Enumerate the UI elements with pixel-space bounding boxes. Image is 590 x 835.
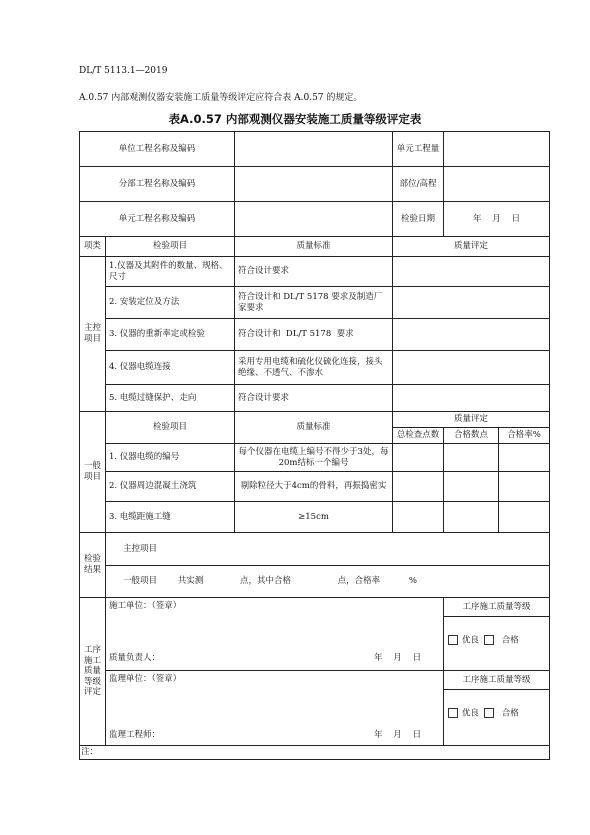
supervision-date: 年 月 日 (374, 730, 422, 741)
main-assessment-5[interactable] (393, 385, 550, 412)
division-project-value[interactable] (235, 167, 393, 202)
construction-grade-title: 工序施工质量等级 (444, 598, 549, 617)
supervision-unit-label: 监理单位：（签章） (109, 674, 182, 684)
supervision-block (106, 671, 444, 746)
general-item-3: 3. 电缆距施工缝 (106, 502, 235, 533)
construction-grade-block (444, 598, 550, 671)
general-qualified-1[interactable] (444, 444, 499, 472)
result-total-text: 共实测 (177, 576, 204, 587)
construction-date: 年 月 日 (374, 653, 422, 664)
main-assessment-4[interactable] (393, 351, 550, 385)
supervision-grade-block (444, 671, 550, 746)
general-item-1: 1. 仪器电缆的编号 (106, 444, 235, 472)
general-standard-3: ≥15cm (235, 502, 393, 533)
result-points-text: 点，其中合格 (239, 576, 291, 587)
element-quantity-label: 单元工程量 (393, 132, 444, 167)
general-total-3[interactable] (393, 502, 444, 533)
general-standard-2: 剔除粒径大于4cm的骨料，再振捣密实 (235, 472, 393, 502)
result-general-label: 一般项目 (123, 576, 158, 587)
main-standard-3: 符合设计和 DL/T 5178 要求 (235, 319, 393, 351)
standard-header: 质量标准 (235, 237, 393, 257)
main-assessment-1[interactable] (393, 257, 550, 287)
general-rate-3[interactable] (499, 502, 550, 533)
general-item-2: 2. 仪器周边混凝土浇筑 (106, 472, 235, 502)
unit-element-label: 单元工程名称及编码 (80, 202, 235, 237)
unit-project-value[interactable] (235, 132, 393, 167)
result-percent-sign: % (408, 576, 417, 587)
supervision-qualified-label: 合格 (501, 708, 519, 719)
note-row: 注： (80, 746, 550, 760)
general-qualified-2[interactable] (444, 472, 499, 502)
main-item-1: 1.仪器及其附件的数量、规格、尺寸 (106, 257, 235, 287)
main-standard-4: 采用专用电缆和硫化仪硫化连接，接头绝缘、不透气、不渗水 (235, 351, 393, 385)
main-standard-1: 符合设计要求 (235, 257, 393, 287)
construction-excellent-label: 优良 (462, 635, 480, 646)
general-assessment-header: 质量评定 (393, 412, 550, 428)
assessment-header: 质量评定 (393, 237, 550, 257)
main-item-3: 3. 仪器的重新率定或检验 (106, 319, 235, 351)
supervision-grade-title: 工序施工质量等级 (444, 671, 549, 690)
sub-header-rate: 合格率% (499, 428, 550, 444)
construction-excellent-checkbox[interactable] (448, 635, 458, 645)
unit-element-value[interactable] (235, 202, 393, 237)
evaluation-label: 工序 施工 质量 等级 评定 (80, 598, 106, 746)
main-standard-5: 符合设计要求 (235, 385, 393, 412)
general-standard-1: 每个仪器在电缆上编号不得少于3处，每20m结标一个编号 (235, 444, 393, 472)
unit-project-label: 单位工程名称及编码 (80, 132, 235, 167)
main-assessment-3[interactable] (393, 319, 550, 351)
main-item-2: 2. 安装定位及方法 (106, 287, 235, 319)
result-rate-text: 点，合格率 (337, 576, 381, 587)
general-rate-1[interactable] (499, 444, 550, 472)
location-value[interactable] (444, 167, 550, 202)
quality-manager-label: 质量负责人： (109, 653, 161, 664)
inspection-date-label: 检验日期 (393, 202, 444, 237)
construction-unit-label: 施工单位：（签章） (109, 601, 182, 611)
table-title: 表A.0.57 内部观测仪器安装施工质量等级评定表 (168, 112, 422, 126)
category-header: 项类 (80, 237, 106, 257)
supervision-qualified-checkbox[interactable] (484, 708, 494, 718)
general-standard-header: 质量标准 (235, 412, 393, 444)
sub-header-qualified: 合格数点 (444, 428, 499, 444)
sub-header-total: 总检查点数 (393, 428, 444, 444)
general-rate-2[interactable] (499, 472, 550, 502)
division-project-label: 分部工程名称及编码 (80, 167, 235, 202)
general-total-2[interactable] (393, 472, 444, 502)
result-main-label: 主控项目 (123, 543, 158, 554)
main-item-4: 4. 仪器电缆连接 (106, 351, 235, 385)
general-item-header: 检验项目 (106, 412, 235, 444)
result-label: 检验 结果 (80, 533, 106, 598)
main-control-label: 主控 项目 (80, 257, 106, 412)
element-quantity-value[interactable] (444, 132, 550, 167)
main-assessment-2[interactable] (393, 287, 550, 319)
inspection-date-value[interactable]: 年 月 日 (444, 202, 550, 237)
quality-evaluation-table (79, 131, 550, 760)
intro-text: A.0.57 内部观测仪器安装施工质量等级评定应符合表 A.0.57 的规定。 (79, 93, 363, 103)
standard-code: DL/T 5113.1—2019 (79, 66, 168, 76)
construction-qualified-label: 合格 (501, 635, 519, 646)
construction-block (106, 598, 444, 671)
general-total-1[interactable] (393, 444, 444, 472)
supervision-excellent-label: 优良 (462, 708, 480, 719)
location-label: 部位/高程 (393, 167, 444, 202)
general-label: 一般 项目 (80, 412, 106, 533)
item-header: 检验项目 (106, 237, 235, 257)
construction-qualified-checkbox[interactable] (484, 635, 494, 645)
general-qualified-3[interactable] (444, 502, 499, 533)
supervision-excellent-checkbox[interactable] (448, 708, 458, 718)
result-main-row (106, 533, 550, 566)
main-item-5: 5. 电缆过缝保护、走向 (106, 385, 235, 412)
supervision-engineer-label: 监理工程师： (109, 730, 161, 741)
main-standard-2: 符合设计和 DL/T 5178 要求及制造厂家要求 (235, 287, 393, 319)
result-general-row (106, 566, 550, 598)
